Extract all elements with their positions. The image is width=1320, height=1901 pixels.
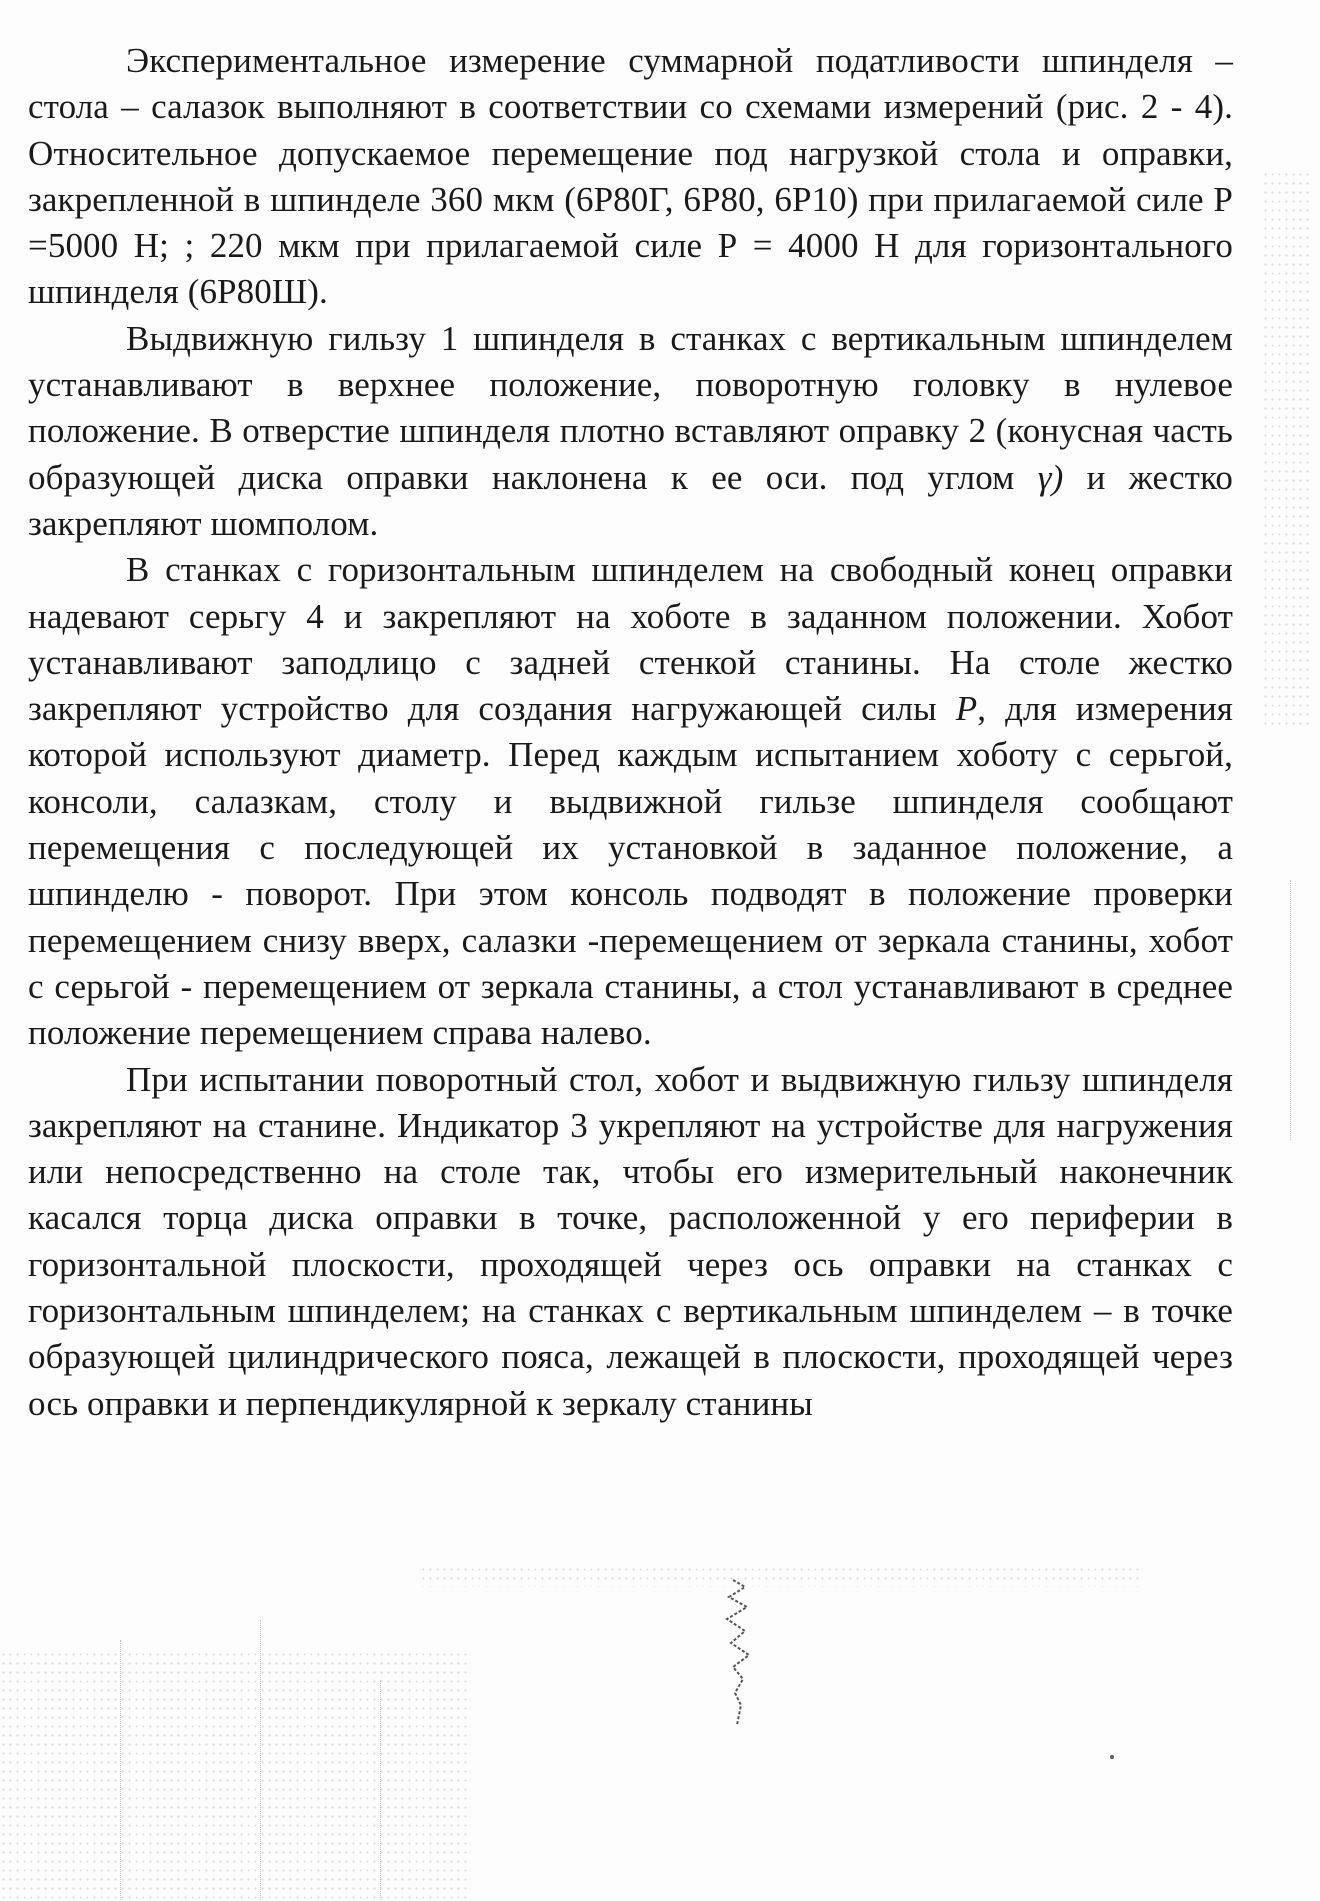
scan-streak-4 (380, 1680, 381, 1900)
scan-streak-3 (260, 1620, 261, 1900)
paragraph-2-text-a: Выдвижную гильзу 1 шпинделя в станках с вертикальным шпинделем устанавливают в верхнее положение, поворотную головку в нулевое положение. В отверстие шпинделя плотно вставляют оправку 2 (конусная часть образующей диска оправки наклонена к ее оси. под углом (28, 318, 1233, 497)
force-symbol: Р (955, 689, 978, 729)
scan-speck-1 (1110, 1755, 1114, 1759)
paragraph-3-text-a: В станках с горизонтальным шпинделем на свободный конец оправки надевают серьгу 4 и закрепляют на хоботе в заданном положении. Хобот устанавливают заподлицо с задней стенкой станины. На столе жестко закрепляют устройство для создания нагружающей силы (28, 550, 1233, 729)
scan-noise-right (1262, 170, 1312, 730)
scan-streak-2 (120, 1640, 121, 1900)
scan-squiggle-mark (715, 1575, 765, 1745)
scan-speck-2 (1190, 335, 1193, 338)
scan-noise-bottom-left (0, 1650, 470, 1900)
paragraph-4: При испытании поворотный стол, хобот и выдвижную гильзу шпинделя закрепляют на станине. Индикатор 3 укрепляют на устройстве для нагружения или непосредственно на столе так, чтобы его измерительный наконечник касался торца диска оправки в точке, расположенной у его периферии в горизонтальной плоскости, проходящей через ось оправки на станках с горизонтальным шпинделем; на станках с вертикальным шпинделем – в точке образующей цилиндрического пояса, лежащей в плоскости, проходящей через ось оправки и перпендикулярной к зеркалу станины (28, 1059, 1233, 1423)
gamma-symbol: γ) (1037, 457, 1064, 497)
scan-speck-3 (1200, 575, 1203, 578)
paragraph-3 (28, 547, 1233, 1056)
scan-noise-bottom-middle (420, 1565, 1140, 1587)
paragraph-2-text-b: и жестко закрепляют шомполом. (28, 457, 1233, 543)
scan-streak-1 (1290, 880, 1291, 1140)
document-body (28, 38, 1233, 1427)
paragraph-2 (28, 316, 1233, 547)
paragraph-1: Экспериментальное измерение суммарной податливости шпинделя – стола – салазок выполняют в соответствии со схемами измерений (рис. 2 - 4). Относительное допускаемое перемещение под нагрузкой стола и оправки, закрепленной в шпинделе 360 мкм (6Р80Г, 6Р80, 6Р10) при прилагаемой силе Р =5000 Н; ; 220 мкм при прилагаемой силе Р = 4000 Н для горизонтального шпинделя (6Р80Ш). (28, 41, 1233, 312)
paragraph-3-text-b: , для измерения которой используют диаметр. Перед каждым испытанием хоботу с серьгой, консоли, салазкам, столу и выдвижной гильзе шпинделя сообщают перемещения с последующей их установкой в заданное положение, а шпинделю - поворот. При этом консоль подводят в положение проверки перемещением снизу вверх, салазки -перемещением от зеркала станины, хобот с серьгой - перемещением от зеркала станины, а стол устанавливают в среднее положение перемещением справа налево. (28, 689, 1233, 1053)
